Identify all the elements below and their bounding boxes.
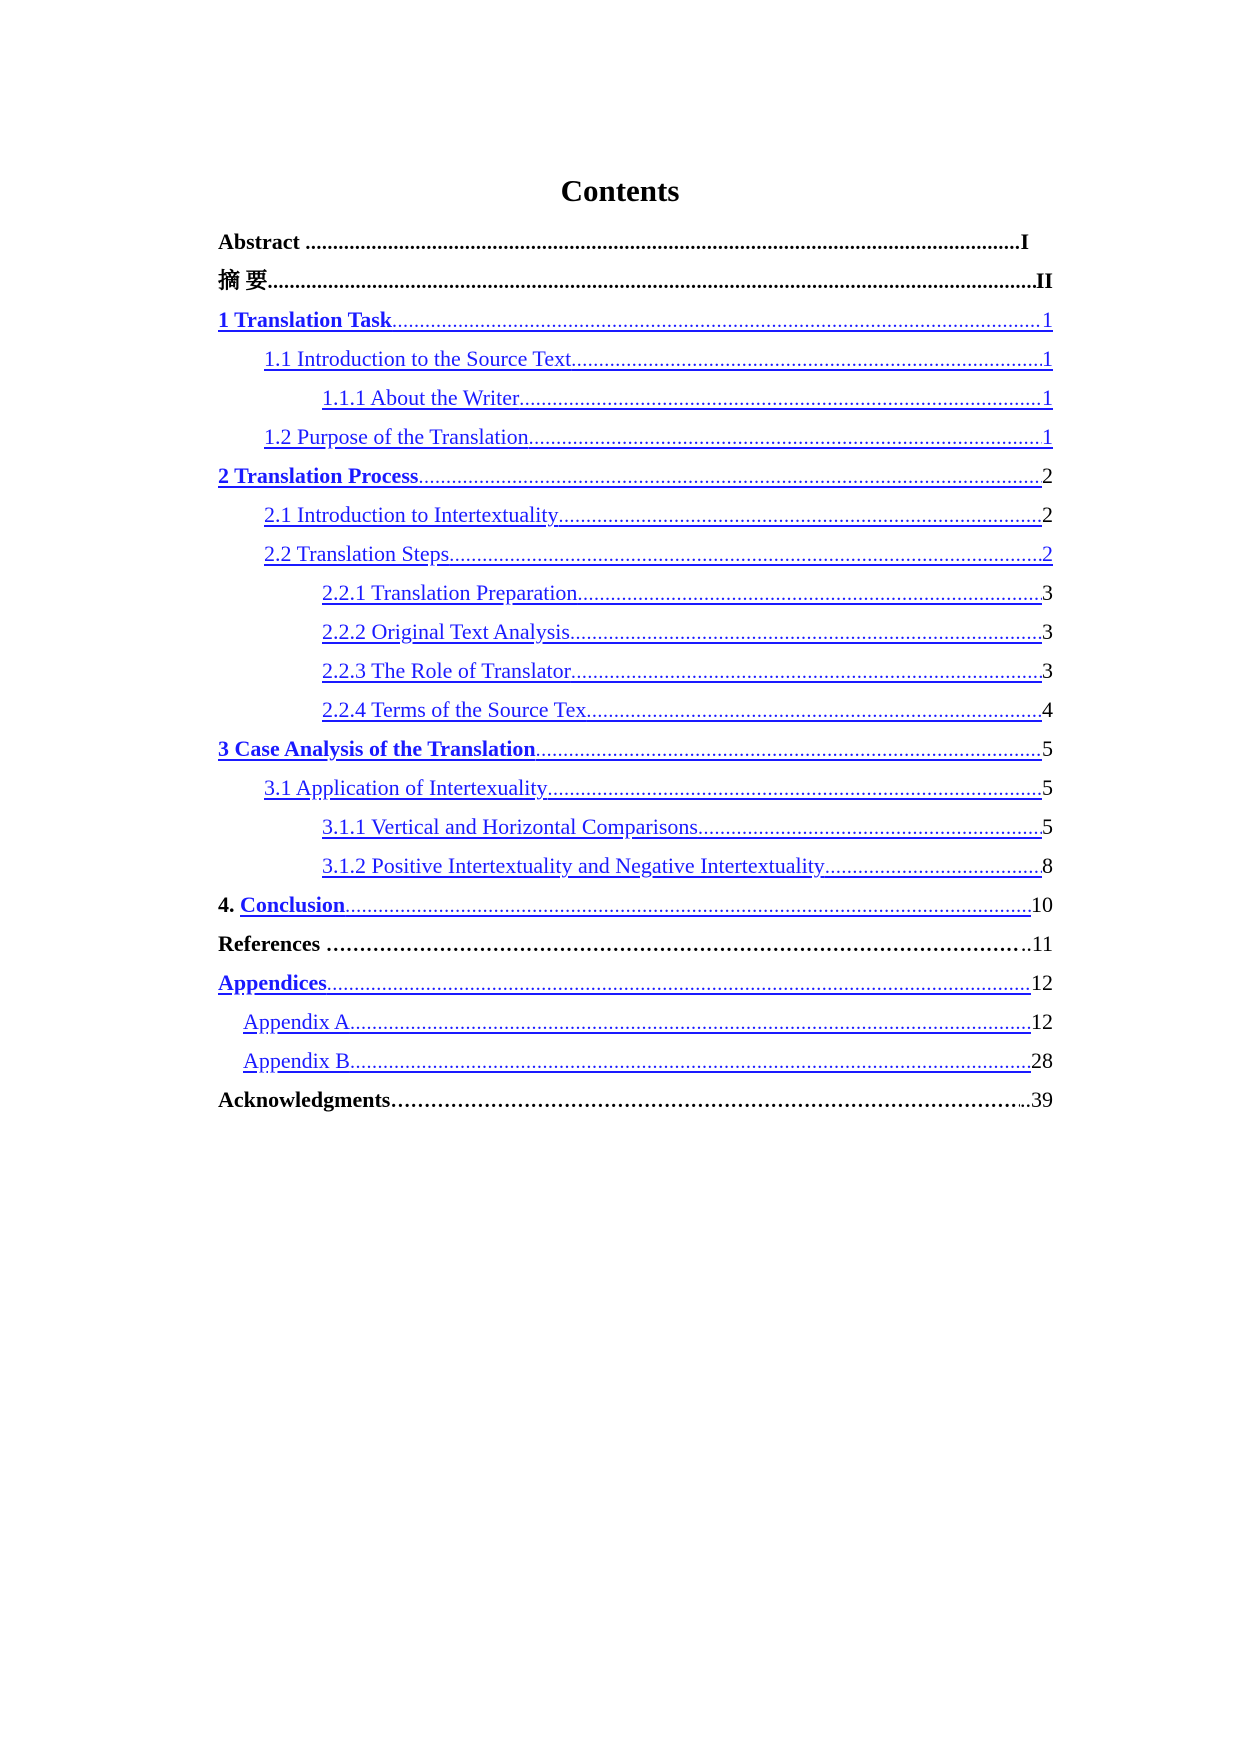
toc-label: 2.2.3 The Role of Translator [322,658,571,683]
toc-label: 2 Translation Process [218,463,419,488]
toc-entry-1-1[interactable] [264,341,1053,377]
toc-label: 摘 要 [218,268,268,293]
toc-leader [305,225,1020,260]
toc-link-appendices[interactable] [218,965,1031,1001]
toc-entry-2-1[interactable] [264,497,1053,533]
toc-label: 2.1 Introduction to Intertextuality [264,502,559,527]
toc-link-translation-process[interactable] [218,458,1042,494]
toc-entry-appendix-a[interactable] [243,1004,1053,1040]
toc-link-terms-of-source-text[interactable] [322,692,1042,728]
toc-link-positive-negative-intertextuality[interactable] [322,848,1042,884]
toc-label: References [218,931,326,956]
toc-link-introduction-to-source-text[interactable] [264,341,1053,377]
toc-page-number: 2 [1042,502,1053,527]
toc-leader [519,381,1042,416]
toc-leader [350,1044,1031,1079]
toc-entry-1-2[interactable] [264,419,1053,455]
toc-leader [529,420,1042,455]
toc-page-number: 1 [1042,385,1053,410]
toc-page-number: ..11 [1020,931,1053,956]
toc-entry-appendices[interactable] [218,965,1053,1001]
toc-label: 2.2.4 Terms of the Source Tex [322,697,587,722]
toc-label: 3 Case Analysis of the Translation [218,736,536,761]
toc-page-number: 28 [1031,1048,1053,1073]
toc-link-case-analysis[interactable] [218,731,1042,767]
toc-leader [350,1005,1031,1040]
toc-label: 3.1.1 Vertical and Horizontal Comparisons [322,814,698,839]
toc-leader [559,498,1043,533]
toc-page-number: 5 [1042,814,1053,839]
toc-leader [327,966,1031,1001]
toc-entry-2-2-2[interactable] [322,614,1053,650]
toc-leader [570,615,1042,650]
toc-entry-zhaiyao-text [218,263,1053,299]
toc-page-number: 5 [1042,775,1053,800]
toc-entry-abstract [218,224,1029,260]
toc-page-number: 1 [1042,346,1053,371]
toc-link-conclusion[interactable] [240,887,1031,923]
toc-entry-references [218,926,1053,962]
toc-leader [449,537,1042,572]
toc-entry-acknowledgments [218,1082,1053,1118]
toc-label: 2.2 Translation Steps [264,541,450,566]
toc-leader [825,849,1042,884]
toc-link-translation-task[interactable] [218,302,1053,338]
page-title: Contents [560,173,680,208]
toc-label: Abstract [218,229,306,254]
toc-link-vertical-horizontal-comparisons[interactable] [322,809,1042,845]
toc-leader [268,264,1036,299]
toc-page-number: 8 [1042,853,1053,878]
toc-leader [536,732,1042,767]
toc-leader [571,654,1042,689]
toc-page-number: 1 [1042,424,1053,449]
toc-page-number: 2 [1042,463,1053,488]
toc-label: 3.1 Application of Intertexuality [264,775,548,800]
toc-entry-1[interactable] [218,302,1053,338]
toc-page-number: II [1035,268,1053,293]
toc-leader [577,576,1042,611]
toc-page-number: 5 [1042,736,1053,761]
toc-link-about-the-writer[interactable] [322,380,1053,416]
toc-entry-3-1-2[interactable] [322,848,1053,884]
toc-leader [548,771,1043,806]
toc-page-number: 10 [1031,892,1053,917]
toc-label: Appendices [218,970,327,995]
toc-link-original-text-analysis[interactable] [322,614,1042,650]
toc-label: Acknowledgments [218,1087,391,1112]
toc-entry-3[interactable] [218,731,1053,767]
toc-link-appendix-b[interactable] [243,1043,1031,1079]
toc-label: 1.1 Introduction to the Source Text [264,346,572,371]
toc-link-application-of-intertexuality[interactable] [264,770,1042,806]
toc-label: 1 Translation Task [218,307,393,332]
toc-page-number: I [1020,229,1029,254]
toc-link-appendix-a[interactable] [243,1004,1031,1040]
toc-entry-2-2-3[interactable] [322,653,1053,689]
toc-entry-acknowledgments-text [218,1082,1053,1118]
toc-leader [345,888,1031,923]
toc-page-number: 3 [1042,658,1053,683]
toc-entry-references-text [218,926,1053,962]
toc-link-translation-preparation[interactable] [322,575,1042,611]
toc-leader [586,693,1042,728]
toc-leader [326,927,1021,962]
toc-leader [418,459,1042,494]
toc-link-introduction-to-intertextuality[interactable] [264,497,1042,533]
toc-label: 2.2.2 Original Text Analysis [322,619,570,644]
toc-leader [571,342,1042,377]
toc-link-translation-steps[interactable] [264,536,1053,572]
toc-label: Conclusion [240,892,346,917]
toc-entry-2[interactable] [218,458,1053,494]
toc-entry-abstract-text [218,224,1029,260]
toc-entry-appendix-b[interactable] [243,1043,1053,1079]
toc-entry-4[interactable] [218,887,1053,923]
toc-entry-2-2-4[interactable] [322,692,1053,728]
toc-link-purpose-of-translation[interactable] [264,419,1053,455]
toc-entry-2-2-1[interactable] [322,575,1053,611]
toc-label: 1.2 Purpose of the Translation [264,424,529,449]
toc-page-number: 12 [1031,970,1053,995]
toc-entry-zhaiyao [218,263,1053,299]
toc-label: 3.1.2 Positive Intertextuality and Negative Intertextuality [322,853,825,878]
toc-label: 2.2.1 Translation Preparation [322,580,578,605]
toc-link-role-of-translator[interactable] [322,653,1042,689]
toc-leader [390,1083,1020,1118]
toc-entry-2-2[interactable] [264,536,1053,572]
toc-entry-1-1-1[interactable] [322,380,1053,416]
toc-page-number: 2 [1042,541,1053,566]
toc-label: Appendix B [243,1048,350,1073]
toc-page-number: 1 [1042,307,1053,332]
toc-page-number: ..39 [1020,1087,1053,1112]
toc-label: 1.1.1 About the Writer [322,385,520,410]
toc-page-number: 12 [1031,1009,1053,1034]
toc-label: Appendix A [243,1009,350,1034]
toc-page-number: 3 [1042,619,1053,644]
toc-page-number: 3 [1042,580,1053,605]
toc-entry-3-1-1[interactable] [322,809,1053,845]
toc-leader [392,303,1042,338]
toc-leader [698,810,1042,845]
toc-prefix: 4. [218,892,240,917]
toc-entry-3-1[interactable] [264,770,1053,806]
toc-page-number: 4 [1042,697,1053,722]
